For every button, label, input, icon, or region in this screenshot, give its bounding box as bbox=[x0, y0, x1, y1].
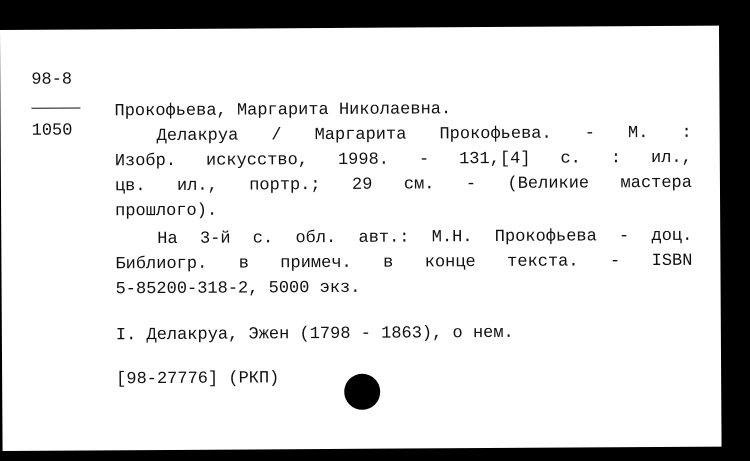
library-catalog-card bbox=[0, 26, 722, 451]
classification-divider bbox=[31, 108, 80, 109]
note-line-2: Библиогр. в примеч. в конце текста. - ISBN bbox=[115, 251, 693, 275]
description-line-2: Изобр. искусство, 1998. - 131,[4] с. : ил., bbox=[114, 148, 692, 172]
note-line-1: На 3-й с. обл. авт.: М.Н. Прокофьева - доц. bbox=[157, 226, 693, 250]
classification-number-bottom: 1050 bbox=[31, 121, 73, 141]
description-line-3: цв. ил., портр.; 29 см. - (Великие мастера bbox=[114, 173, 693, 197]
subject-entry: I. Делакруа, Эжен (1798 - 1863), о нем. bbox=[115, 323, 514, 346]
author-heading: Прокофьева, Маргарита Николаевна. bbox=[114, 100, 452, 122]
card-punch-hole bbox=[344, 374, 380, 410]
description-line-4: прошлого). bbox=[115, 201, 218, 222]
classification-number-top: 98-8 bbox=[31, 70, 73, 90]
description-line-1: Делакруа / Маргарита Прокофьева. - М. : bbox=[156, 123, 692, 147]
record-number: [98-27776] (РКП) bbox=[116, 369, 280, 390]
note-line-3: 5-85200-318-2, 5000 экз. bbox=[115, 278, 361, 300]
